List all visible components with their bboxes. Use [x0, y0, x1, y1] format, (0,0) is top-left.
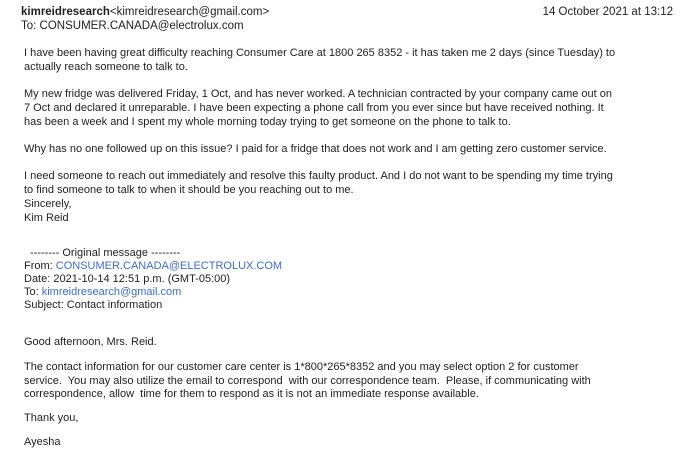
message-line: I need someone to reach out immediately and resolve this faulty product. And I do not want to be spending my time trying: [24, 170, 613, 182]
sender-name: kimreidresearch: [21, 6, 110, 18]
reply-line: correspondence, allow time for them to respond as it is not an immediate response available.: [24, 388, 479, 400]
to-email-link[interactable]: kimreidresearch@gmail.com: [41, 286, 182, 298]
message-line: Why has no one followed up on this issue? I paid for a fridge that does not work and I am getting zero customer service.: [24, 143, 607, 155]
reply-closing: Thank you,: [24, 411, 79, 424]
reply-paragraph: [24, 361, 671, 402]
message-line: actually reach someone to talk to.: [24, 61, 188, 73]
reply-line: service. You may also utilize the email to correspond with our correspondence team. Please, if communicating with: [24, 374, 591, 387]
message-line: has been a week and I spent my whole morning today trying to get someone on the phone to talk to.: [24, 116, 511, 128]
quoted-from-line: [24, 260, 671, 273]
message-header: [0, 0, 681, 19]
from-email-link[interactable]: CONSUMER.CANADA@ELECTROLUX.COM: [55, 260, 283, 272]
reply-signature: Ayesha: [24, 435, 61, 448]
message-date: 14 October 2021 at 13:12: [542, 6, 673, 18]
message-body: [0, 46, 681, 449]
to-label: To:: [24, 286, 42, 298]
message-line: My new fridge was delivered Friday, 1 Oct, and has never worked. A technician contracted by your company came out on: [24, 88, 612, 100]
from-label: From:: [24, 260, 56, 272]
quoted-original-message-header: [24, 247, 671, 312]
recipient-line: To: CONSUMER.CANADA@electrolux.com: [21, 20, 244, 32]
message-paragraph: [24, 46, 671, 74]
reply-greeting: Good afternoon, Mrs. Reid.: [24, 336, 157, 348]
original-message-separator: -------- Original message --------: [30, 247, 181, 259]
sender-signature: Kim Reid: [24, 212, 69, 224]
sign-off: Sincerely,: [24, 198, 72, 210]
sender-info: [21, 5, 269, 19]
message-line: 7 Oct and declared it unreparable. I have been expecting a phone call from you ever since but have received nothing. It: [24, 102, 604, 114]
sender-email-address: <kimreidresearch@gmail.com>: [109, 6, 270, 18]
quoted-to-line: [24, 286, 671, 299]
message-paragraph: [24, 169, 671, 225]
quoted-subject-line: Subject: Contact information: [24, 299, 163, 311]
reply-line: The contact information for our customer care center is 1*800*265*8352 and you may select option 2 for customer: [24, 361, 579, 373]
quoted-date-line: Date: 2021-10-14 12:51 p.m. (GMT-05:00): [24, 273, 231, 285]
message-paragraph: [24, 87, 671, 129]
message-line: I have been having great difficulty reaching Consumer Care at 1800 265 8352 - it has taken me 2 days (since Tuesday) to: [24, 47, 616, 59]
message-line: to find someone to talk to when it should be you reaching out to me.: [24, 184, 354, 196]
message-paragraph: [24, 142, 671, 156]
